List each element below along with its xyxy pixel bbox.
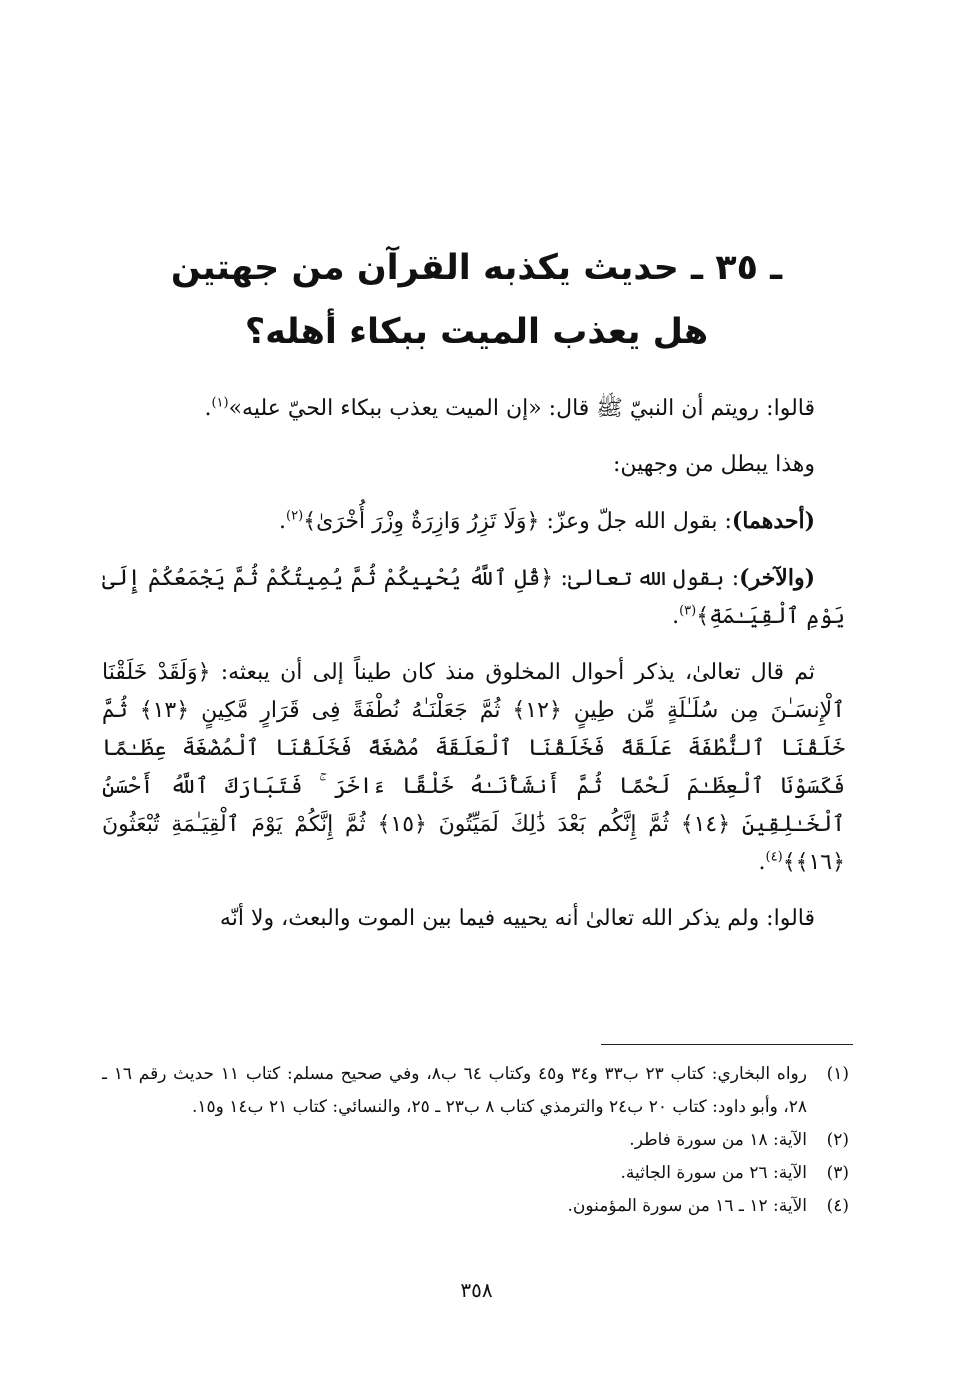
footnote-text: الآية: ١٢ ـ ١٦ من سورة المؤمنون. (567, 1196, 807, 1216)
footnote-number: (٣) (826, 1163, 849, 1183)
sentence-end: . (279, 509, 287, 534)
footnote-ref-1: (١) (211, 395, 229, 411)
main-text (102, 390, 845, 956)
footnote-text: رواه البخاري: كتاب ٢٣ ب٣٣ و٣٤ و٤٥ وكتاب ٦٤ ب٨، وفي صحيح مسلم: كتاب ١١ حديث رقم ١٦ ـ ٢٨، وأبو داود: كتاب ٢٠ ب٢٤ والترمذي كتاب ٨ ب٢٣ ـ ٢٥، والنسائي: كتاب ٢١ ب١٤ و١٥. (102, 1064, 807, 1117)
footnote-text: الآية: ٢٦ من سورة الجاثية. (620, 1163, 807, 1183)
chapter-heading (120, 236, 833, 364)
footnote-2 (102, 1124, 849, 1157)
first-label: (أحدهما) (731, 508, 815, 534)
footnote-ref-2: (٢) (286, 508, 304, 524)
sentence-end: . (204, 396, 212, 421)
footnote-1 (102, 1058, 849, 1124)
second-label: (والآخر) (739, 565, 815, 591)
chapter-title: ـ ٣٥ ـ حديث يكذبه القرآن من جهتين (170, 248, 783, 288)
chapter-subtitle: هل يعذب الميت ببكاء أهله؟ (244, 312, 709, 352)
page-number: ٣٥٨ (460, 1278, 493, 1302)
footnote-ref-3: (٣) (679, 603, 697, 619)
paragraph-hadith (102, 390, 845, 428)
sentence-end: . (672, 604, 680, 629)
footnote-4 (102, 1190, 849, 1223)
paragraph-objection: قالوا: ولم يذكر الله تعالىٰ أنه يحييه فيما بين الموت والبعث، ولا أنّه (219, 906, 815, 931)
footnote-text: الآية: ١٨ من سورة فاطر. (629, 1130, 807, 1150)
footnote-ref-4: (٤) (765, 849, 783, 865)
first-aspect-text: : بقول الله جلّ وعزّ: ﴿وَلَا تَزِرُ وَازِرَةٌ وِزْرَ أُخْرَىٰ﴾ (303, 509, 732, 534)
paragraph-second-aspect (102, 559, 845, 636)
second-aspect-text: : بقول الله تعالىٰ: ﴿قُلِ ٱللَّهُ يُحْيِيكُمْ ثُمَّ يُمِيتُكُمْ ثُمَّ يَجْمَعُكُمْ إِلَىٰ يَوْمِ ٱلْقِيَـٰمَةِ﴾ (102, 566, 845, 629)
quran-passage: ﴿وَلَقَدْ خَلَقْنَا ٱلْإِنسَـٰنَ مِن سُلَـٰلَةٍ مِّن طِينٍ ﴿١٢﴾ ثُمَّ جَعَلْنَـٰهُ نُطْفَةً فِى قَرَارٍ مَّكِينٍ ﴿١٣﴾ ثُمَّ خَلَقْنَا ٱلنُّطْفَةَ عَلَقَةً فَخَلَقْنَا ٱلْعَلَقَةَ مُضْغَةً فَخَلَقْنَا ٱلْمُضْغَةَ عِظَـٰمًا فَكَسَوْنَا ٱلْعِظَـٰمَ لَحْمًا ثُمَّ أَنشَأْنَـٰهُ خَلْقًا ءَاخَرَ ۚ فَتَبَارَكَ ٱللَّهُ أَحْسَنُ ٱلْخَـٰلِقِينَ ﴿١٤﴾ ثُمَّ إِنَّكُم بَعْدَ ذَٰلِكَ لَمَيِّتُونَ ﴿١٥﴾ ثُمَّ إِنَّكُمْ يَوْمَ ٱلْقِيَـٰمَةِ تُبْعَثُونَ ﴿١٦﴾﴾ (102, 660, 846, 875)
footnote-separator (601, 1044, 853, 1045)
footnote-number: (٤) (826, 1196, 849, 1216)
paragraph-creation-stages (102, 654, 845, 882)
footnote-3 (102, 1157, 849, 1190)
paragraph-first-aspect (102, 502, 845, 541)
footnotes (102, 1058, 849, 1223)
footnote-number: (١) (826, 1064, 849, 1084)
creation-intro: ثم قال تعالىٰ، يذكر أحوال المخلوق منذ كان طيناً إلى أن يبعثه: (220, 660, 815, 685)
footnote-number: (٢) (826, 1130, 849, 1150)
sentence-end: . (758, 850, 766, 875)
hadith-text: قالوا: رويتم أن النبيّ ﷺ قال: «إن الميت يعذب ببكاء الحيّ عليه» (228, 396, 815, 421)
paragraph-two-aspects: وهذا يبطل من وجهين: (612, 452, 815, 477)
